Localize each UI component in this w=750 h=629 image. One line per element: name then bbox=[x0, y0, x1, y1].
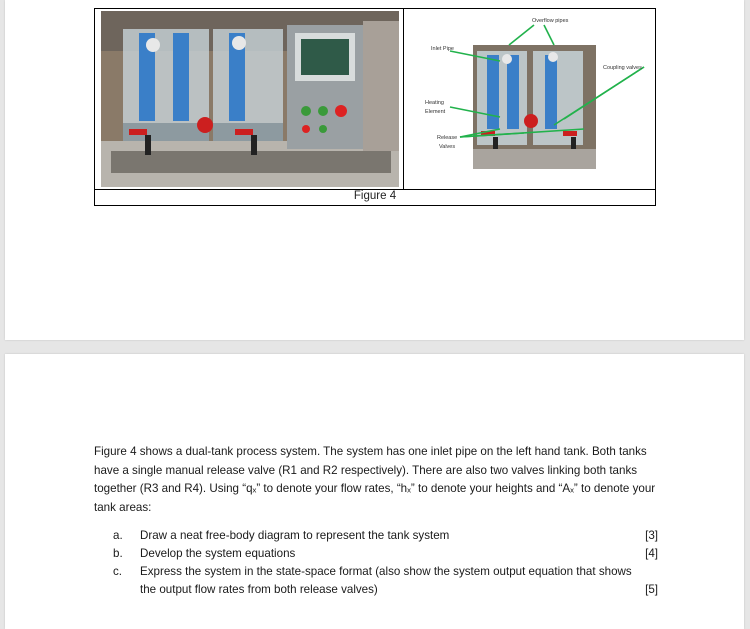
question-marks: [5] bbox=[645, 583, 658, 596]
page-1 bbox=[5, 0, 744, 340]
question-label: b. bbox=[113, 547, 123, 560]
question-label: a. bbox=[113, 529, 123, 542]
label-valves: Valves bbox=[439, 144, 456, 150]
label-element: Element bbox=[425, 109, 446, 115]
figure-table bbox=[94, 8, 656, 206]
label-coupling-valves: Coupling valves bbox=[603, 65, 642, 71]
question-marks: [3] bbox=[645, 529, 658, 542]
label-inlet-pipe: Inlet Pipe bbox=[431, 46, 454, 52]
question-c bbox=[113, 563, 658, 601]
annotation-arrows bbox=[404, 9, 656, 189]
page-2 bbox=[5, 354, 744, 629]
question-text: Express the system in the state-space format (also show the system output equation that shows the output flow rates from both release valves) bbox=[140, 565, 632, 596]
label-overflow-pipes: Overflow pipes bbox=[532, 18, 569, 24]
figure-caption: Figure 4 bbox=[353, 190, 397, 202]
problem-paragraph: Figure 4 shows a dual-tank process system. The system has one inlet pipe on the left hand tank. Both tanks have a single manual release valve (R1 and R2 respectively). There are also two valves linking both tanks together (R3 and R4). Using “qₓ” to denote your flow rates, “hₓ” to denote your heights and “Aₓ” to denote your tank areas: bbox=[94, 445, 656, 514]
question-text: Draw a neat free-body diagram to represent the tank system bbox=[140, 529, 450, 542]
question-text: Develop the system equations bbox=[140, 547, 296, 560]
apparatus-photo bbox=[101, 11, 399, 187]
question-label: c. bbox=[113, 565, 123, 578]
question-marks: [4] bbox=[645, 547, 658, 560]
label-heating: Heating bbox=[425, 100, 444, 106]
label-release: Release bbox=[437, 135, 458, 141]
